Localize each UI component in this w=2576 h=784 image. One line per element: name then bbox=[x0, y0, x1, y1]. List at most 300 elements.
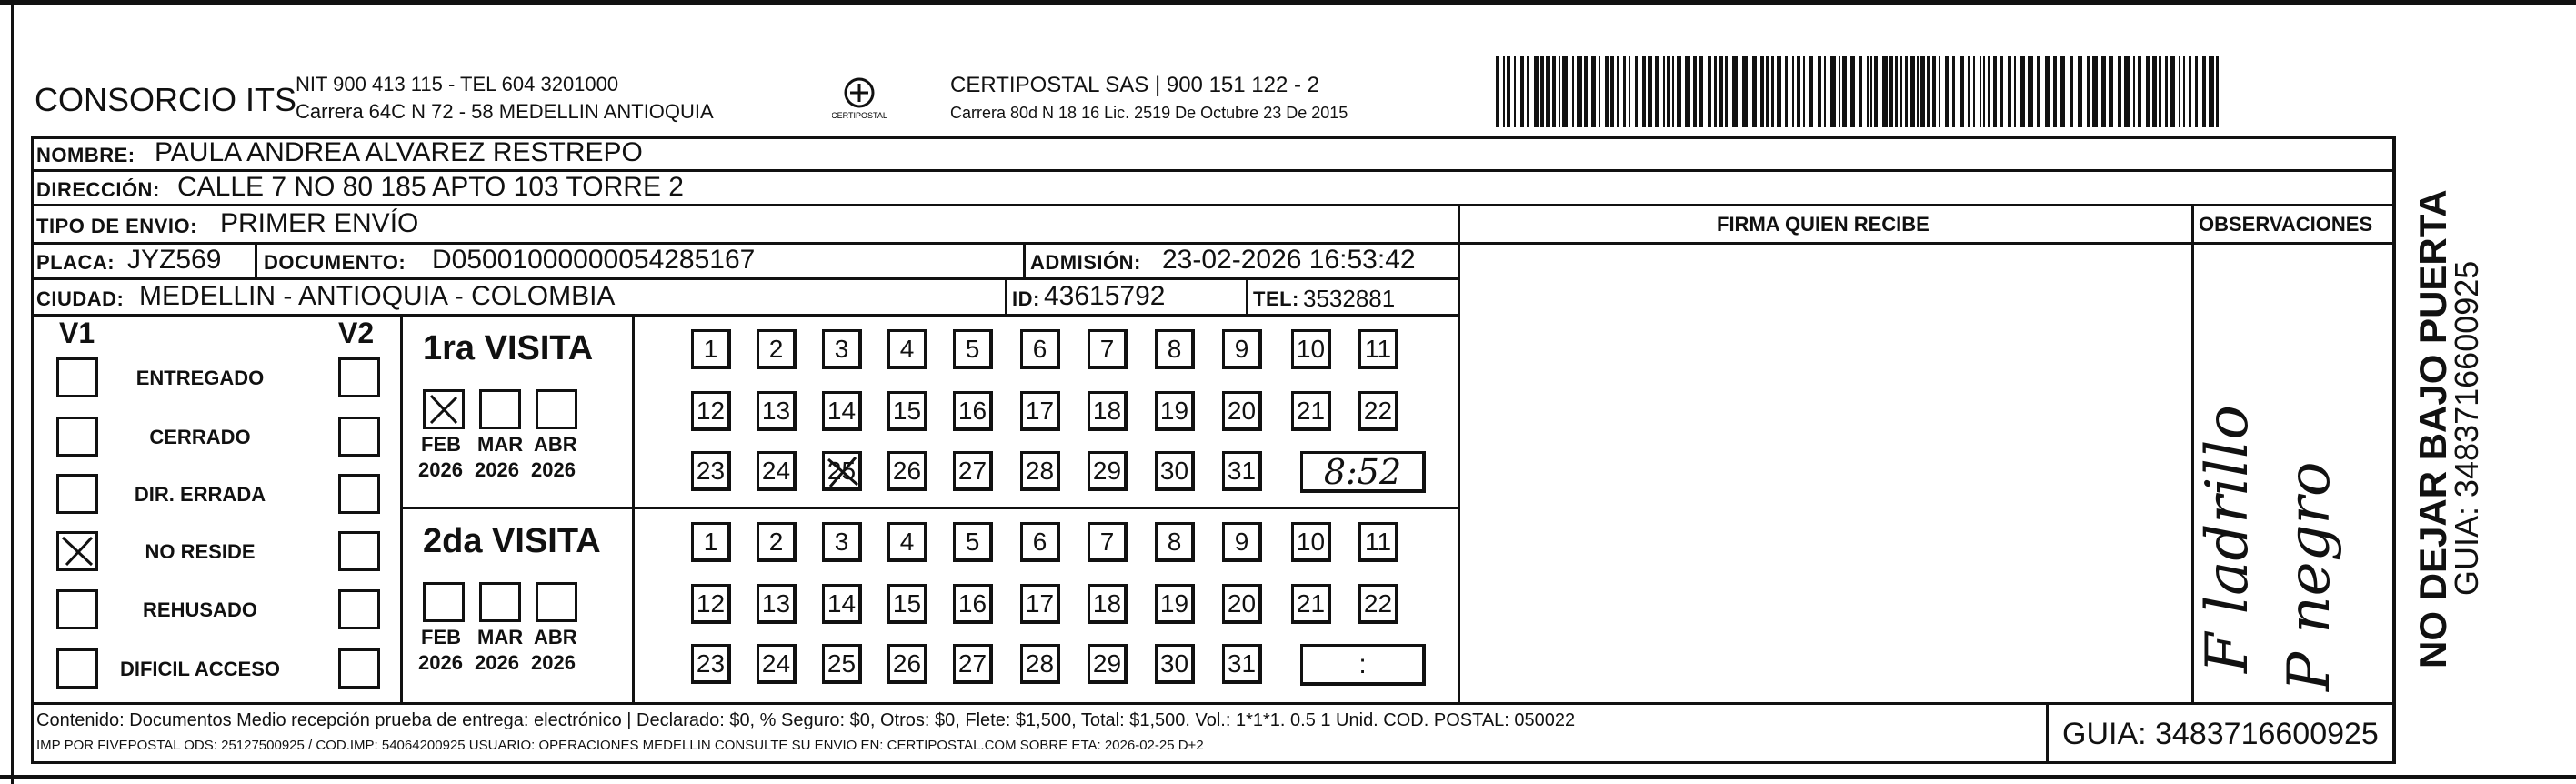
barcode-bar bbox=[1663, 56, 1665, 127]
barcode-bar bbox=[2087, 56, 2090, 127]
barcode-bar bbox=[1905, 56, 1908, 127]
barcode-bar bbox=[2124, 56, 2130, 127]
day-number: 31 bbox=[1227, 456, 1257, 485]
barcode bbox=[1496, 56, 2223, 129]
observaciones-header: OBSERVACIONES bbox=[2199, 213, 2373, 236]
day-number: 22 bbox=[1363, 588, 1393, 618]
day-number: 27 bbox=[957, 648, 987, 678]
barcode-bar bbox=[2179, 56, 2180, 127]
barcode-bar bbox=[1623, 56, 1626, 127]
day-number: 29 bbox=[1092, 648, 1122, 678]
barcode-bar bbox=[1527, 56, 1529, 127]
day-box[interactable] bbox=[822, 451, 862, 491]
barcode-bar bbox=[1655, 56, 1659, 127]
barcode-bar bbox=[1610, 56, 1614, 127]
tipo-label: TIPO DE ENVIO: bbox=[36, 215, 197, 237]
carrier-name: CERTIPOSTAL SAS | 900 151 122 - 2 bbox=[950, 73, 1319, 97]
barcode-bar bbox=[1850, 56, 1855, 127]
barcode-bar bbox=[1617, 56, 1619, 127]
barcode-bar bbox=[1952, 56, 1955, 127]
v1-checkbox[interactable] bbox=[56, 531, 98, 571]
barcode-bar bbox=[2092, 56, 2098, 127]
day-box[interactable] bbox=[691, 391, 731, 431]
handwritten-observation-1: F ladrillo bbox=[2194, 405, 2261, 673]
barcode-bar bbox=[1920, 56, 1925, 127]
barcode-bar bbox=[1785, 56, 1788, 127]
barcode-bar bbox=[1719, 56, 1723, 127]
barcode-bar bbox=[1760, 56, 1764, 127]
day-box[interactable] bbox=[1088, 451, 1128, 491]
day-box[interactable] bbox=[953, 522, 993, 562]
visit-title: 2da VISITA bbox=[423, 522, 601, 560]
day-box[interactable] bbox=[1358, 329, 1398, 369]
documento-value: D05001000000054285167 bbox=[432, 245, 756, 275]
barcode-bar bbox=[1993, 56, 1997, 127]
certipostal-logo bbox=[832, 73, 887, 127]
barcode-bar bbox=[1803, 56, 1805, 127]
day-box[interactable] bbox=[1358, 391, 1398, 431]
barcode-bar bbox=[1546, 56, 1550, 127]
barcode-bar bbox=[1642, 56, 1646, 127]
barcode-bar bbox=[1797, 56, 1800, 127]
barcode-bar bbox=[1983, 56, 1985, 127]
day-number: 16 bbox=[957, 396, 987, 425]
barcode-bar bbox=[1809, 56, 1813, 127]
day-box[interactable] bbox=[1020, 391, 1060, 431]
carrier-address: Carrera 80d N 18 16 Lic. 2519 De Octubre 23 De 2015 bbox=[950, 104, 1348, 122]
id-value: 43615792 bbox=[1044, 281, 1166, 311]
status-label: ENTREGADO bbox=[135, 367, 265, 389]
day-number: 12 bbox=[696, 396, 726, 425]
v2-header: V2 bbox=[338, 317, 375, 349]
day-number: 19 bbox=[1159, 588, 1189, 618]
day-number: 30 bbox=[1159, 456, 1189, 485]
status-label: DIR. ERRADA bbox=[134, 483, 266, 506]
month-label: MAR bbox=[477, 433, 524, 456]
barcode-bar bbox=[1496, 56, 1499, 127]
day-box[interactable] bbox=[1222, 391, 1262, 431]
barcode-bar bbox=[2060, 56, 2065, 127]
handwritten-observation-2: P negro bbox=[2276, 461, 2343, 691]
day-number: 23 bbox=[696, 456, 726, 485]
ciudad-value: MEDELLIN - ANTIOQUIA - COLOMBIA bbox=[139, 281, 616, 311]
month-checkbox[interactable] bbox=[423, 389, 465, 429]
day-number: 20 bbox=[1227, 588, 1257, 618]
barcode-bar bbox=[2138, 56, 2141, 127]
day-number: 1 bbox=[703, 334, 718, 363]
day-number: 5 bbox=[965, 334, 980, 363]
left-edge bbox=[11, 0, 14, 784]
day-box[interactable] bbox=[887, 451, 927, 491]
day-number: 2 bbox=[768, 334, 784, 363]
day-box[interactable] bbox=[757, 644, 797, 684]
day-box[interactable] bbox=[1088, 391, 1128, 431]
day-number: 7 bbox=[1099, 334, 1115, 363]
barcode-bar bbox=[1591, 56, 1596, 127]
day-number: 3 bbox=[834, 334, 849, 363]
day-number: 18 bbox=[1092, 588, 1122, 618]
barcode-bar bbox=[1945, 56, 1949, 127]
barcode-bar bbox=[2118, 56, 2121, 127]
day-box[interactable] bbox=[887, 584, 927, 624]
day-number: 22 bbox=[1363, 396, 1393, 425]
svg-text:CERTIPOSTAL: CERTIPOSTAL bbox=[832, 111, 887, 120]
month-label: FEB bbox=[421, 433, 461, 456]
day-box[interactable] bbox=[822, 584, 862, 624]
day-number: 28 bbox=[1025, 648, 1055, 678]
barcode-bar bbox=[1895, 56, 1898, 127]
month-checkbox[interactable] bbox=[479, 389, 521, 429]
day-box[interactable] bbox=[691, 329, 731, 369]
day-box[interactable] bbox=[757, 451, 797, 491]
day-number: 11 bbox=[1364, 334, 1392, 363]
time-box[interactable]: 8:52 bbox=[1300, 451, 1426, 493]
day-number: 24 bbox=[761, 456, 791, 485]
barcode-bar bbox=[2216, 56, 2219, 127]
barcode-bar bbox=[1629, 56, 1630, 127]
day-number: 1 bbox=[703, 527, 718, 556]
month-label: ABR bbox=[534, 433, 577, 456]
barcode-bar bbox=[1635, 56, 1638, 127]
day-box[interactable] bbox=[757, 584, 797, 624]
barcode-bar bbox=[2202, 56, 2206, 127]
placa-label: PLACA: bbox=[36, 251, 115, 274]
barcode-bar bbox=[2165, 56, 2168, 127]
nombre-value: PAULA ANDREA ALVAREZ RESTREPO bbox=[155, 137, 643, 167]
nombre-label: NOMBRE: bbox=[36, 144, 135, 166]
ciudad-label: CIUDAD: bbox=[36, 287, 125, 310]
barcode-bar bbox=[1559, 56, 1560, 127]
day-box[interactable] bbox=[1222, 644, 1262, 684]
v1-checkbox[interactable] bbox=[56, 357, 98, 397]
day-box[interactable] bbox=[691, 584, 731, 624]
day-box[interactable] bbox=[1155, 522, 1195, 562]
footer-imp: IMP POR FIVEPOSTAL ODS: 25127500925 / COD.IMP: 54064200925 USUARIO: OPERACIONES MEDELLIN CONSULTE SU ENVIO EN: CERTIPOSTAL.COM SOBRE ETA: 2026-02-25 D+2 bbox=[36, 738, 1204, 753]
barcode-bar bbox=[1842, 56, 1847, 127]
barcode-bar bbox=[1732, 56, 1738, 127]
month-checkbox[interactable] bbox=[536, 389, 577, 429]
day-box[interactable] bbox=[691, 451, 731, 491]
status-label: REHUSADO bbox=[143, 598, 257, 621]
barcode-bar bbox=[1771, 56, 1774, 127]
day-number: 10 bbox=[1296, 527, 1326, 556]
day-box[interactable] bbox=[822, 329, 862, 369]
day-box[interactable] bbox=[1088, 644, 1128, 684]
month-label: FEB bbox=[421, 626, 461, 648]
day-box[interactable] bbox=[1020, 584, 1060, 624]
tipo-value: PRIMER ENVÍO bbox=[220, 208, 419, 238]
barcode-bar bbox=[1507, 56, 1510, 127]
v2-checkbox[interactable] bbox=[338, 474, 380, 514]
time-box[interactable]: : bbox=[1300, 644, 1426, 686]
admision-label: ADMISIÓN: bbox=[1030, 251, 1141, 274]
day-box[interactable] bbox=[1155, 644, 1195, 684]
v2-checkbox[interactable] bbox=[338, 531, 380, 571]
company-name: CONSORCIO ITS bbox=[35, 81, 297, 118]
barcode-bar bbox=[1988, 56, 1990, 127]
barcode-bar bbox=[2146, 56, 2150, 127]
barcode-bar bbox=[1917, 56, 1919, 127]
day-box[interactable] bbox=[1222, 584, 1262, 624]
barcode-bar bbox=[2045, 56, 2050, 127]
barcode-bar bbox=[1973, 56, 1975, 127]
day-number: 13 bbox=[761, 588, 791, 618]
year-label: 2026 bbox=[475, 458, 519, 481]
barcode-bar bbox=[2189, 56, 2191, 127]
day-box[interactable] bbox=[887, 644, 927, 684]
day-number: 4 bbox=[899, 334, 915, 363]
status-label: DIFICIL ACCESO bbox=[119, 658, 280, 680]
day-number: 23 bbox=[696, 648, 726, 678]
day-box[interactable] bbox=[1291, 391, 1331, 431]
barcode-bar bbox=[2008, 56, 2011, 127]
barcode-bar bbox=[1980, 56, 1981, 127]
barcode-bar bbox=[1572, 56, 1574, 127]
day-box[interactable] bbox=[887, 391, 927, 431]
day-number: 30 bbox=[1159, 648, 1189, 678]
barcode-bar bbox=[1725, 56, 1728, 127]
barcode-bar bbox=[1667, 56, 1670, 127]
v2-checkbox[interactable] bbox=[338, 357, 380, 397]
status-label: NO RESIDE bbox=[145, 540, 256, 563]
admision-value: 23-02-2026 16:53:42 bbox=[1162, 245, 1416, 275]
day-box[interactable] bbox=[953, 644, 993, 684]
bottom-edge bbox=[0, 775, 2576, 779]
documento-label: DOCUMENTO: bbox=[264, 251, 406, 274]
barcode-bar bbox=[1830, 56, 1836, 127]
v2-checkbox[interactable] bbox=[338, 648, 380, 689]
month-checkbox[interactable] bbox=[536, 582, 577, 622]
day-box[interactable] bbox=[1358, 522, 1398, 562]
day-box[interactable] bbox=[887, 329, 927, 369]
barcode-bar bbox=[1870, 56, 1872, 127]
day-number: 6 bbox=[1032, 334, 1047, 363]
barcode-bar bbox=[1867, 56, 1869, 127]
barcode-bar bbox=[1742, 56, 1748, 127]
barcode-bar bbox=[1708, 56, 1711, 127]
barcode-bar bbox=[1792, 56, 1794, 127]
barcode-bar bbox=[2078, 56, 2082, 127]
day-number: 14 bbox=[827, 396, 857, 425]
v1-checkbox[interactable] bbox=[56, 474, 98, 514]
barcode-bar bbox=[1648, 56, 1652, 127]
day-box[interactable] bbox=[1358, 584, 1398, 624]
day-box[interactable] bbox=[953, 451, 993, 491]
id-label: ID: bbox=[1012, 287, 1040, 310]
v2-checkbox[interactable] bbox=[338, 417, 380, 457]
barcode-bar bbox=[2014, 56, 2016, 127]
day-box[interactable] bbox=[822, 522, 862, 562]
day-number: 11 bbox=[1364, 527, 1392, 556]
barcode-bar bbox=[2183, 56, 2185, 127]
day-box[interactable] bbox=[1155, 329, 1195, 369]
barcode-bar bbox=[1677, 56, 1681, 127]
barcode-bar bbox=[1824, 56, 1826, 127]
company-address: Carrera 64C N 72 - 58 MEDELLIN ANTIOQUIA bbox=[296, 100, 714, 123]
barcode-bar bbox=[2053, 56, 2057, 127]
barcode-bar bbox=[1672, 56, 1674, 127]
day-number: 10 bbox=[1296, 334, 1326, 363]
day-number: 18 bbox=[1092, 396, 1122, 425]
day-number: 20 bbox=[1227, 396, 1257, 425]
day-number: 19 bbox=[1159, 396, 1189, 425]
v1-checkbox[interactable] bbox=[56, 417, 98, 457]
day-number: 16 bbox=[957, 588, 987, 618]
barcode-bar bbox=[2070, 56, 2073, 127]
barcode-bar bbox=[1927, 56, 1930, 127]
barcode-bar bbox=[2152, 56, 2157, 127]
day-box[interactable] bbox=[757, 391, 797, 431]
barcode-bar bbox=[2101, 56, 2106, 127]
tel-label: TEL: bbox=[1253, 287, 1299, 310]
day-number: 2 bbox=[768, 527, 784, 556]
barcode-bar bbox=[1766, 56, 1769, 127]
barcode-bar bbox=[2133, 56, 2135, 127]
placa-value: JYZ569 bbox=[127, 245, 222, 275]
year-label: 2026 bbox=[475, 651, 519, 674]
v1-header: V1 bbox=[59, 317, 95, 349]
day-number: 4 bbox=[899, 527, 915, 556]
barcode-bar bbox=[1577, 56, 1582, 127]
visit-title: 1ra VISITA bbox=[423, 329, 594, 367]
day-number: 17 bbox=[1025, 588, 1055, 618]
day-box[interactable] bbox=[887, 522, 927, 562]
day-box[interactable] bbox=[1291, 329, 1331, 369]
day-number: 3 bbox=[834, 527, 849, 556]
day-number: 31 bbox=[1227, 648, 1257, 678]
day-number: 15 bbox=[892, 396, 922, 425]
barcode-bar bbox=[1685, 56, 1690, 127]
day-box[interactable] bbox=[1020, 522, 1060, 562]
day-box[interactable] bbox=[691, 522, 731, 562]
barcode-bar bbox=[2020, 56, 2025, 127]
day-box[interactable] bbox=[1222, 329, 1262, 369]
barcode-bar bbox=[2000, 56, 2003, 127]
month-label: MAR bbox=[477, 626, 524, 648]
barcode-bar bbox=[1693, 56, 1697, 127]
day-box[interactable] bbox=[1088, 584, 1128, 624]
day-box[interactable] bbox=[691, 644, 731, 684]
day-number: 26 bbox=[892, 648, 922, 678]
barcode-bar bbox=[1939, 56, 1940, 127]
barcode-bar bbox=[1910, 56, 1915, 127]
barcode-bar bbox=[1534, 56, 1539, 127]
day-number: 29 bbox=[1092, 456, 1122, 485]
day-box[interactable] bbox=[1291, 522, 1331, 562]
month-checkbox[interactable] bbox=[423, 582, 465, 622]
top-edge bbox=[0, 0, 2576, 5]
footer-guia: GUIA: 3483716600925 bbox=[2062, 717, 2379, 751]
direccion-label: DIRECCIÓN: bbox=[36, 178, 160, 201]
barcode-bar bbox=[2109, 56, 2113, 127]
day-number: 25 bbox=[827, 648, 857, 678]
day-box[interactable] bbox=[1088, 522, 1128, 562]
day-box[interactable] bbox=[757, 329, 797, 369]
barcode-bar bbox=[1889, 56, 1893, 127]
day-number: 14 bbox=[827, 588, 857, 618]
barcode-bar bbox=[1514, 56, 1516, 127]
day-number: 13 bbox=[761, 396, 791, 425]
v1-checkbox[interactable] bbox=[56, 589, 98, 629]
day-number: 9 bbox=[1234, 334, 1249, 363]
day-box[interactable] bbox=[1020, 451, 1060, 491]
barcode-bar bbox=[1584, 56, 1588, 127]
day-box[interactable] bbox=[1155, 451, 1195, 491]
barcode-bar bbox=[1900, 56, 1902, 127]
day-number: 5 bbox=[965, 527, 980, 556]
day-number: 21 bbox=[1296, 396, 1326, 425]
day-number: 25 bbox=[827, 456, 857, 485]
day-box[interactable] bbox=[1088, 329, 1128, 369]
day-box[interactable] bbox=[1020, 329, 1060, 369]
day-box[interactable] bbox=[1155, 584, 1195, 624]
day-box[interactable] bbox=[822, 391, 862, 431]
year-label: 2026 bbox=[531, 458, 576, 481]
day-box[interactable] bbox=[757, 522, 797, 562]
barcode-bar bbox=[1839, 56, 1840, 127]
day-number: 26 bbox=[892, 456, 922, 485]
year-label: 2026 bbox=[418, 651, 463, 674]
firma-header: FIRMA QUIEN RECIBE bbox=[1717, 213, 1929, 236]
day-box[interactable] bbox=[1020, 644, 1060, 684]
barcode-bar bbox=[2028, 56, 2033, 127]
barcode-bar bbox=[2209, 56, 2214, 127]
day-box[interactable] bbox=[1222, 451, 1262, 491]
barcode-bar bbox=[1960, 56, 1964, 127]
footer-content: Contenido: Documentos Medio recepción prueba de entrega: electrónico | Declarado: $0, % Seguro: $0, Otros: $0, Flete: $1,500, Total: $1,500. Vol.: 1*1*1. 0.5 1 Unid. COD. POSTAL: 050022 bbox=[36, 710, 1576, 730]
day-box[interactable] bbox=[1291, 584, 1331, 624]
day-number: 28 bbox=[1025, 456, 1055, 485]
barcode-bar bbox=[1777, 56, 1781, 127]
barcode-bar bbox=[1932, 56, 1936, 127]
v2-checkbox[interactable] bbox=[338, 589, 380, 629]
barcode-bar bbox=[1882, 56, 1888, 127]
barcode-bar bbox=[2170, 56, 2175, 127]
day-box[interactable] bbox=[822, 644, 862, 684]
side-guia: GUIA: 3483716600925 bbox=[2448, 260, 2485, 596]
day-number: 6 bbox=[1032, 527, 1047, 556]
day-box[interactable] bbox=[1155, 391, 1195, 431]
day-number: 8 bbox=[1167, 334, 1182, 363]
barcode-bar bbox=[1599, 56, 1600, 127]
barcode-bar bbox=[1540, 56, 1544, 127]
day-number: 12 bbox=[696, 588, 726, 618]
barcode-bar bbox=[1859, 56, 1862, 127]
day-number: 21 bbox=[1296, 588, 1326, 618]
day-number: 7 bbox=[1099, 527, 1115, 556]
month-checkbox[interactable] bbox=[479, 582, 521, 622]
barcode-bar bbox=[1752, 56, 1757, 127]
direccion-value: CALLE 7 NO 80 185 APTO 103 TORRE 2 bbox=[177, 172, 684, 202]
barcode-bar bbox=[1714, 56, 1717, 127]
day-box[interactable] bbox=[1222, 522, 1262, 562]
barcode-bar bbox=[1699, 56, 1703, 127]
v1-checkbox[interactable] bbox=[56, 648, 98, 689]
barcode-bar bbox=[1874, 56, 1878, 127]
day-number: 27 bbox=[957, 456, 987, 485]
day-number: 24 bbox=[761, 648, 791, 678]
day-box[interactable] bbox=[953, 391, 993, 431]
day-number: 15 bbox=[892, 588, 922, 618]
barcode-bar bbox=[2037, 56, 2040, 127]
day-number: 17 bbox=[1025, 396, 1055, 425]
day-box[interactable] bbox=[953, 329, 993, 369]
barcode-bar bbox=[1552, 56, 1556, 127]
year-label: 2026 bbox=[418, 458, 463, 481]
barcode-bar bbox=[2195, 56, 2198, 127]
day-box[interactable] bbox=[953, 584, 993, 624]
barcode-bar bbox=[1562, 56, 1568, 127]
